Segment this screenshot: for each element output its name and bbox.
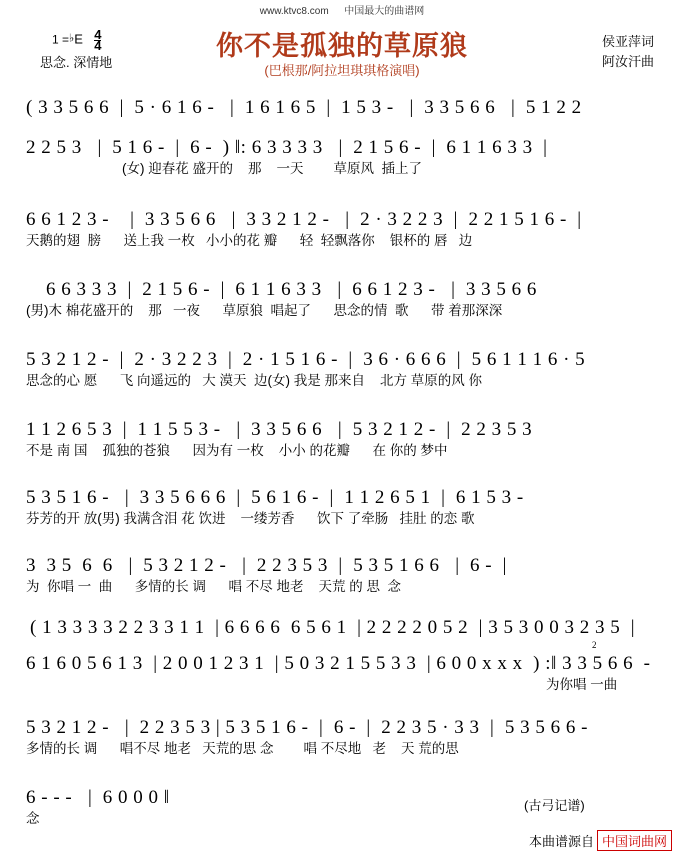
flat-icon: ♭ xyxy=(69,32,75,45)
notation-line: 6 - - - | 6 0 0 0 ‖ xyxy=(26,787,170,808)
notation-line: 1 1 2 6 5 3 | 1 1 5 5 3 - | 3 3 5 6 6 | 5 3 2 1 2 - | 2 2 3 5 3 xyxy=(26,419,533,440)
site-header xyxy=(0,2,684,17)
notation-line: ( 3 3 5 6 6 | 5 · 6 1 6 - | 1 6 1 6 5 | 1 5 3 - | 3 3 5 6 6 | 5 1 2 2 xyxy=(26,97,582,118)
notation-line: 6 6 3 3 3 | 2 1 5 6 - | 6 1 1 6 3 3 | 6 6 1 2 3 - | 3 3 5 6 6 xyxy=(46,279,537,300)
music-system xyxy=(26,278,682,320)
music-system xyxy=(26,486,662,528)
site-url: www.ktvc8.com xyxy=(259,6,329,17)
meter-denominator: 4 xyxy=(94,38,102,53)
key-name: E xyxy=(74,31,83,47)
key-label: 1 = xyxy=(52,32,70,47)
notation-line: 2 2 5 3 | 5 1 6 - | 6 - ) ‖: 6 3 3 3 3 | 2 1 5 6 - | 6 1 1 6 3 3 | xyxy=(26,137,548,158)
source-brand: 中国词曲网 xyxy=(597,830,672,851)
tuplet-number: 2 xyxy=(592,640,597,650)
composer-credit: 阿汝汗曲 xyxy=(601,54,654,69)
meter-numerator: 4 xyxy=(94,27,102,42)
music-system xyxy=(26,418,662,460)
music-system xyxy=(26,96,662,120)
page-title: 你不是孤独的草原狼 xyxy=(216,31,468,61)
notation-line: 3 3 5 6 6 | 5 3 2 1 2 - | 2 2 3 5 3 | 5 3 5 1 6 6 | 6 - | xyxy=(26,555,507,576)
music-system xyxy=(26,554,662,596)
page-subtitle: (巴根那/阿拉坦琪琪格演唱) xyxy=(264,63,420,78)
source-footer xyxy=(529,830,672,851)
music-system xyxy=(30,616,666,640)
notation-line: 5 3 5 1 6 - | 3 3 5 6 6 6 | 5 6 1 6 - | 1 1 2 6 5 1 | 6 1 5 3 - xyxy=(26,487,524,508)
lyric-line: 念 xyxy=(26,811,40,826)
music-system xyxy=(26,208,662,250)
notation-line: 5 3 2 1 2 - | 2 2 3 5 3 | 5 3 5 1 6 - | 6 - | 2 2 3 5 · 3 3 | 5 3 5 6 6 - xyxy=(26,717,588,738)
lyric-line: 思念的心 愿 飞 向遥远的 大 漠天 边(女) 我是 那来自 北方 草原的风 你 xyxy=(26,373,483,388)
notation-line: ( 1 3 3 3 3 2 2 3 3 1 1 | 6 6 6 6 6 5 6 1 | 2 2 2 2 0 5 2 | 3 5 3 0 0 3 2 3 5 | xyxy=(30,617,636,638)
site-name: 中国最大的曲谱网 xyxy=(344,6,425,17)
lyric-line: (女) 迎春花 盛开的 那 一天 草原风 插上了 xyxy=(122,161,423,176)
lyric-line: 为你唱 一曲 xyxy=(546,677,618,692)
lyric-line: 不是 南 国 孤独的苍狼 因为有 一枚 小小 的花瓣 在 你的 梦中 xyxy=(26,443,448,458)
arranger-note: (古弓记谱) xyxy=(524,798,585,813)
tempo-marking: 思念. 深情地 xyxy=(40,55,113,70)
notation-line: 6 1 6 0 5 6 1 3 | 2 0 0 1 2 3 1 | 5 0 3 2 1 5 5 3 3 | 6 0 0 x x x ) :‖ 3 3 5 6 6 - xyxy=(26,653,651,674)
lyric-line: 多情的长 调 唱不尽 地老 天荒的思 念 唱 不尽地 老 天 荒的思 xyxy=(26,741,459,756)
music-system xyxy=(26,348,662,390)
source-label: 本曲谱源自 xyxy=(528,834,594,849)
lyric-line: 为 你唱 一 曲 多情的长 调 唱 不尽 地老 天荒 的 思 念 xyxy=(26,579,402,594)
lyric-line: (男)木 棉花盛开的 那 一夜 草原狼 唱起了 思念的情 歌 带 着那深深 xyxy=(26,303,503,318)
credits xyxy=(602,32,654,72)
lyric-line: 天鹅的翅 膀 送上我 一枚 小小的花 瓣 轻 轻飘落你 银杯的 唇 边 xyxy=(26,233,473,248)
music-system xyxy=(26,136,662,178)
notation-line: 5 3 2 1 2 - | 2 · 3 2 2 3 | 2 · 1 5 1 6 - | 3 6 · 6 6 6 | 5 6 1 1 1 6 · 5 xyxy=(26,349,586,370)
music-system xyxy=(26,652,662,694)
music-system xyxy=(26,716,662,758)
lyricist-credit: 侯亚萍词 xyxy=(601,34,654,49)
lyric-line: 芬芳的开 放(男) 我满含泪 花 饮进 一缕芳香 饮下 了牵肠 挂肚 的恋 歌 xyxy=(26,511,475,526)
notation-line: 6 6 1 2 3 - | 3 3 5 6 6 | 3 3 2 1 2 - | 2 · 3 2 2 3 | 2 2 1 5 1 6 - | xyxy=(26,209,582,230)
